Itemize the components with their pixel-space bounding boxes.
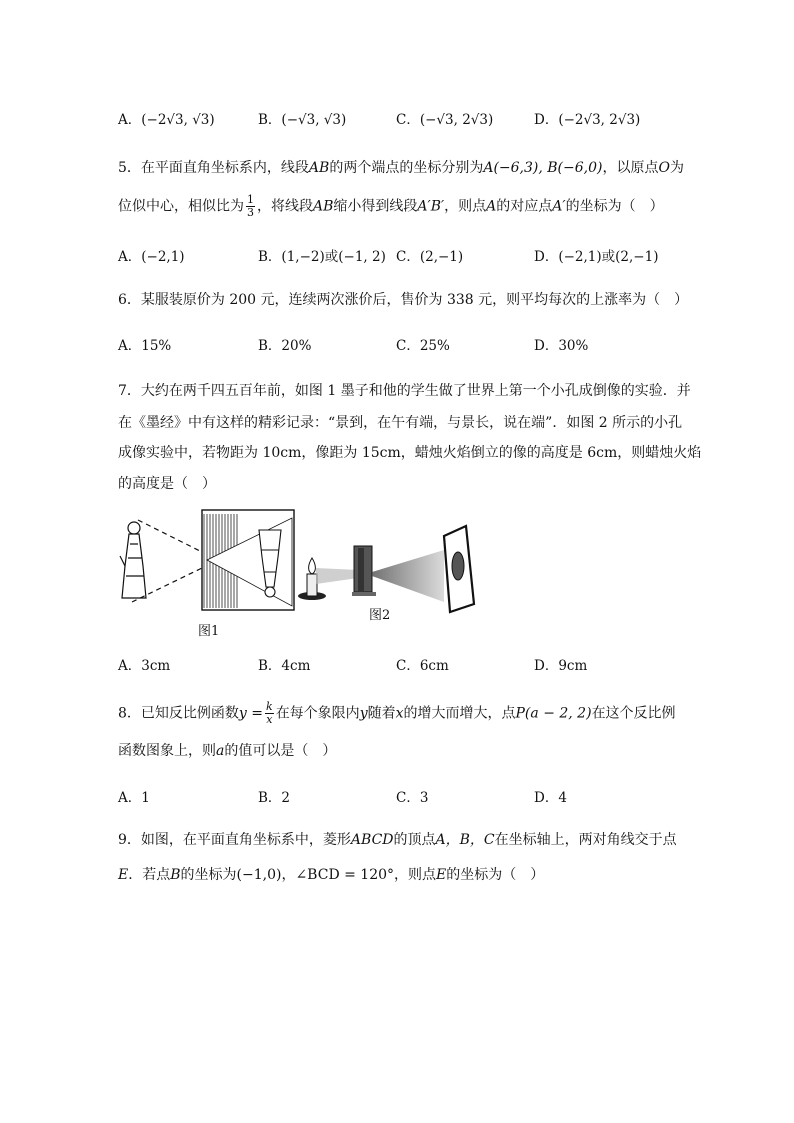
q7-option-a[interactable]: A．3cm xyxy=(118,658,171,674)
q4-option-c[interactable]: C．(−√3, 2√3) xyxy=(396,112,494,128)
q9-line1: 9．如图，在平面直角坐标系中，菱形ABCD的顶点A，B，C在坐标轴上，两对角线交于点 xyxy=(118,832,677,848)
q5-option-d[interactable]: D．(−2,1)或(2,−1) xyxy=(534,249,659,265)
q7-line3: 成像实验中，若物距为 10cm，像距为 15cm，蜡烛火焰倒立的像的高度是 6cm，则蜡烛火焰 xyxy=(118,445,702,461)
beam-in xyxy=(316,568,358,584)
figure-2-candle-experiment xyxy=(296,518,486,614)
q8-line1: 8．已知反比例函数y = $\frac{k}{x}$ 在每个象限内y随着x的增大而增大，点P(a − 2, 2)在这个反比例 xyxy=(118,700,676,726)
q4-option-d[interactable]: D．(−2√3, 2√3) xyxy=(534,112,641,128)
q7-line2: 在《墨经》中有这样的精彩记录：“景到，在午有端，与景长，说在端”．如图 2 所示的小孔 xyxy=(118,415,683,431)
q8-option-c[interactable]: C．3 xyxy=(396,790,429,806)
q7-line1: 7．大约在两千四五百年前，如图 1 墨子和他的学生做了世界上第一个小孔成倒像的实验．并 xyxy=(118,383,691,399)
q6-option-a[interactable]: A．15% xyxy=(118,338,172,354)
q5-option-c[interactable]: C．(2,−1) xyxy=(396,249,464,265)
beam-out xyxy=(372,550,444,602)
figure-1-pinhole-illustration xyxy=(112,506,302,614)
fraction: $\frac{k}{x}$ xyxy=(266,700,273,726)
q5-line1: 5．在平面直角坐标系内，线段AB的两个端点的坐标分别为A(−6,3), B(−6,0)，以原点O为 xyxy=(118,160,684,176)
q8-option-b[interactable]: B．2 xyxy=(258,790,291,806)
pinhole-board xyxy=(352,546,376,596)
q8-line2: 函数图象上，则a的值可以是（ ） xyxy=(118,743,337,759)
q9-line2: E．若点B的坐标为(−1,0)，∠BCD = 120°，则点E的坐标为（ ） xyxy=(118,867,545,883)
ray-top xyxy=(138,520,202,552)
figure-1-caption: 图1 xyxy=(198,624,220,639)
fraction: $\frac{1}{3}$ xyxy=(247,193,254,219)
q7-option-c[interactable]: C．6cm xyxy=(396,658,449,674)
q8-option-d[interactable]: D．4 xyxy=(534,790,567,806)
q5-option-a[interactable]: A．(−2,1) xyxy=(118,249,185,265)
q7-line4: 的高度是（ ） xyxy=(118,476,216,492)
q6-option-d[interactable]: D．30% xyxy=(534,338,589,354)
screen xyxy=(444,526,474,612)
q6-option-b[interactable]: B．20% xyxy=(258,338,312,354)
q7-option-d[interactable]: D．9cm xyxy=(534,658,588,674)
q6-option-c[interactable]: C．25% xyxy=(396,338,450,354)
person-figure xyxy=(120,522,146,598)
q4-option-b[interactable]: B．(−√3, √3) xyxy=(258,112,347,128)
q5-option-b[interactable]: B．(1,−2)或(−1, 2) xyxy=(258,249,386,265)
q4-option-a[interactable]: A．(−2√3, √3) xyxy=(118,112,215,128)
q5-line2: 位似中心，相似比为 $\frac{1}{3}$ ，将线段AB缩小得到线段A′B′，则点A的对应点A′的坐标为（ ） xyxy=(118,193,664,219)
q8-option-a[interactable]: A．1 xyxy=(118,790,150,806)
q6-text: 6．某服装原价为 200 元，连续两次涨价后，售价为 338 元，则平均每次的上涨率为（ ） xyxy=(118,292,689,308)
q7-option-b[interactable]: B．4cm xyxy=(258,658,311,674)
figure-2-caption: 图2 xyxy=(369,608,391,623)
